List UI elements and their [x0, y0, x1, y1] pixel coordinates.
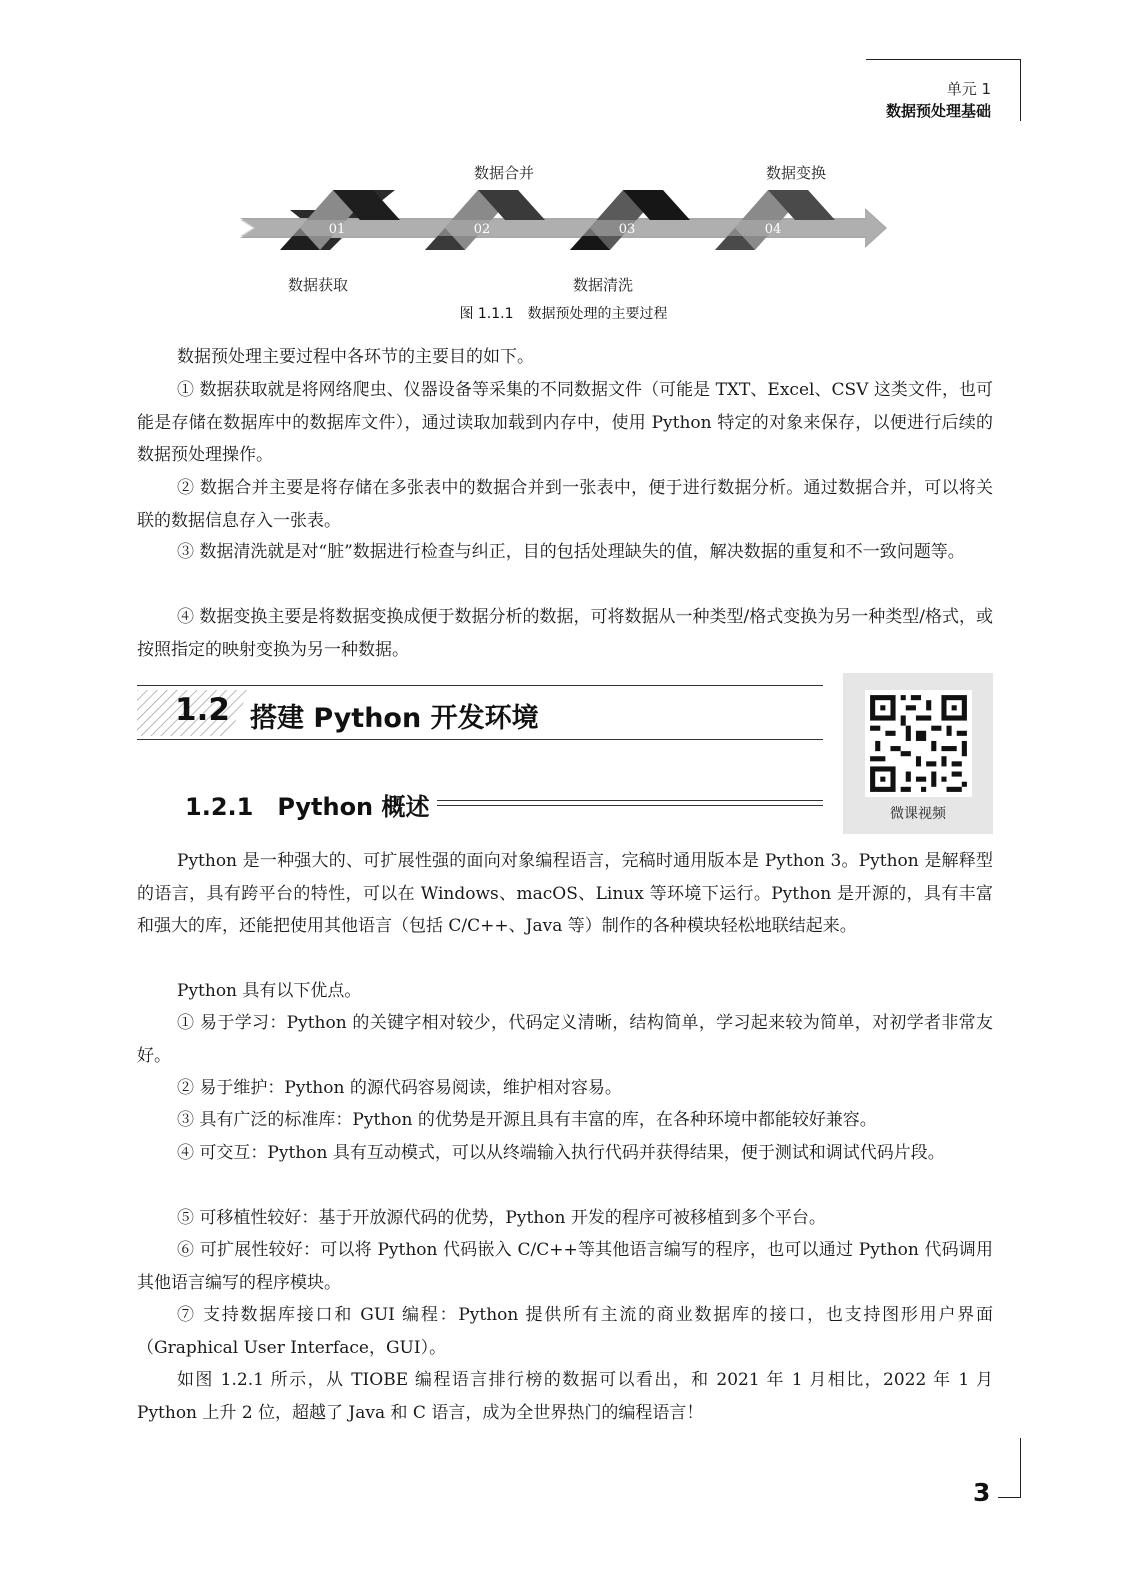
page-rule-vertical	[1020, 1438, 1021, 1498]
advantage-item-2: ② 易于维护：Python 的源代码容易阅读，维护相对容易。	[177, 1078, 622, 1098]
step-number-2: 02	[473, 222, 491, 237]
page-number: 3	[973, 1478, 991, 1507]
intro-item-4: ④ 数据变换主要是将数据变换成便于数据分析的数据，可将数据从一种类型/格式变换为另一种类型/格式，或按照指定的映射变换为另一种数据。	[137, 607, 993, 660]
body-paragraph-1: Python 是一种强大的、可扩展性强的面向对象编程语言，完稿时通用版本是 Python 3。Python 是解释型的语言，具有跨平台的特性，可以在 Windows、macOS、Linux 等环境下运行。Python 是开源的，具有丰富和强大的库，还能把使用其他语言（包括 C/C++、Java 等）制作的各种模块轻松地联结起来。	[137, 851, 993, 936]
header-rule	[866, 59, 1021, 60]
label-data-transform: 数据变换	[766, 164, 827, 182]
intro-paragraph: 数据预处理主要过程中各环节的主要目的如下。	[177, 347, 534, 367]
qr-code-label: 微课视频	[890, 806, 946, 822]
step-number-3: 03	[618, 222, 636, 237]
advantage-item-4: ④ 可交互：Python 具有互动模式，可以从终端输入执行代码并获得结果，便于测试和调试代码片段。	[177, 1143, 945, 1163]
section-rule-bottom	[137, 739, 823, 740]
step-number-4: 04	[764, 222, 782, 237]
figure-caption: 图 1.1.1 数据预处理的主要过程	[459, 306, 668, 322]
intro-item-3: ③ 数据清洗就是对“脏”数据进行检查与纠正，目的包括处理缺失的值，解决数据的重复和不一致问题等。	[177, 542, 965, 562]
subsection-title: 1.2.1 Python 概述	[185, 793, 430, 821]
page-rule-horizontal	[998, 1497, 1021, 1498]
process-figure	[235, 150, 895, 300]
step-number-1: 01	[328, 222, 346, 237]
qr-code-box[interactable]	[843, 673, 993, 834]
intro-item-1: ① 数据获取就是将网络爬虫、仪器设备等采集的不同数据文件（可能是 TXT、Excel、CSV 这类文件，也可能是存储在数据库中的数据库文件），通过读取加载到内存中，使用 Python 特定的对象来保存，以便进行后续的数据预处理操作。	[137, 380, 993, 465]
header-title: 数据预处理基础	[885, 102, 991, 120]
subsection-rule	[437, 800, 823, 801]
advantage-item-6: ⑥ 可扩展性较好：可以将 Python 代码嵌入 C/C++等其他语言编写的程序，也可以通过 Python 代码调用其他语言编写的程序模块。	[137, 1240, 993, 1293]
section-rule-top	[137, 685, 823, 686]
advantage-item-3: ③ 具有广泛的标准库：Python 的优势是开源且具有丰富的库，在各种环境中都能较好兼容。	[177, 1110, 877, 1130]
header-rule-vertical	[1020, 59, 1021, 121]
label-data-acquisition: 数据获取	[288, 276, 349, 294]
label-data-merge: 数据合并	[474, 164, 535, 182]
subsection-rule-2	[437, 805, 823, 806]
body-paragraph-closing: 如图 1.2.1 所示，从 TIOBE 编程语言排行榜的数据可以看出，和 2021 年 1 月相比，2022 年 1 月 Python 上升 2 位，超越了 Java 和 C 语言，成为全世界热门的编程语言！	[137, 1370, 993, 1423]
advantage-item-5: ⑤ 可移植性较好：基于开放源代码的优势，Python 开发的程序可被移植到多个平台。	[177, 1208, 826, 1228]
intro-item-2: ② 数据合并主要是将存储在多张表中的数据合并到一张表中，便于进行数据分析。通过数据合并，可以将关联的数据信息存入一张表。	[137, 478, 993, 531]
section-number: 1.2	[175, 692, 230, 728]
header-unit: 单元 1	[946, 80, 991, 98]
body-paragraph-2: Python 具有以下优点。	[177, 981, 362, 1001]
section-title: 搭建 Python 开发环境	[250, 703, 539, 734]
qr-code-icon[interactable]	[865, 690, 972, 797]
advantage-item-7: ⑦ 支持数据库接口和 GUI 编程：Python 提供所有主流的商业数据库的接口，也支持图形用户界面（Graphical User Interface，GUI）。	[137, 1305, 993, 1358]
advantage-item-1: ① 易于学习：Python 的关键字相对较少，代码定义清晰，结构简单，学习起来较为简单，对初学者非常友好。	[137, 1013, 993, 1066]
label-data-cleaning: 数据清洗	[573, 276, 634, 294]
